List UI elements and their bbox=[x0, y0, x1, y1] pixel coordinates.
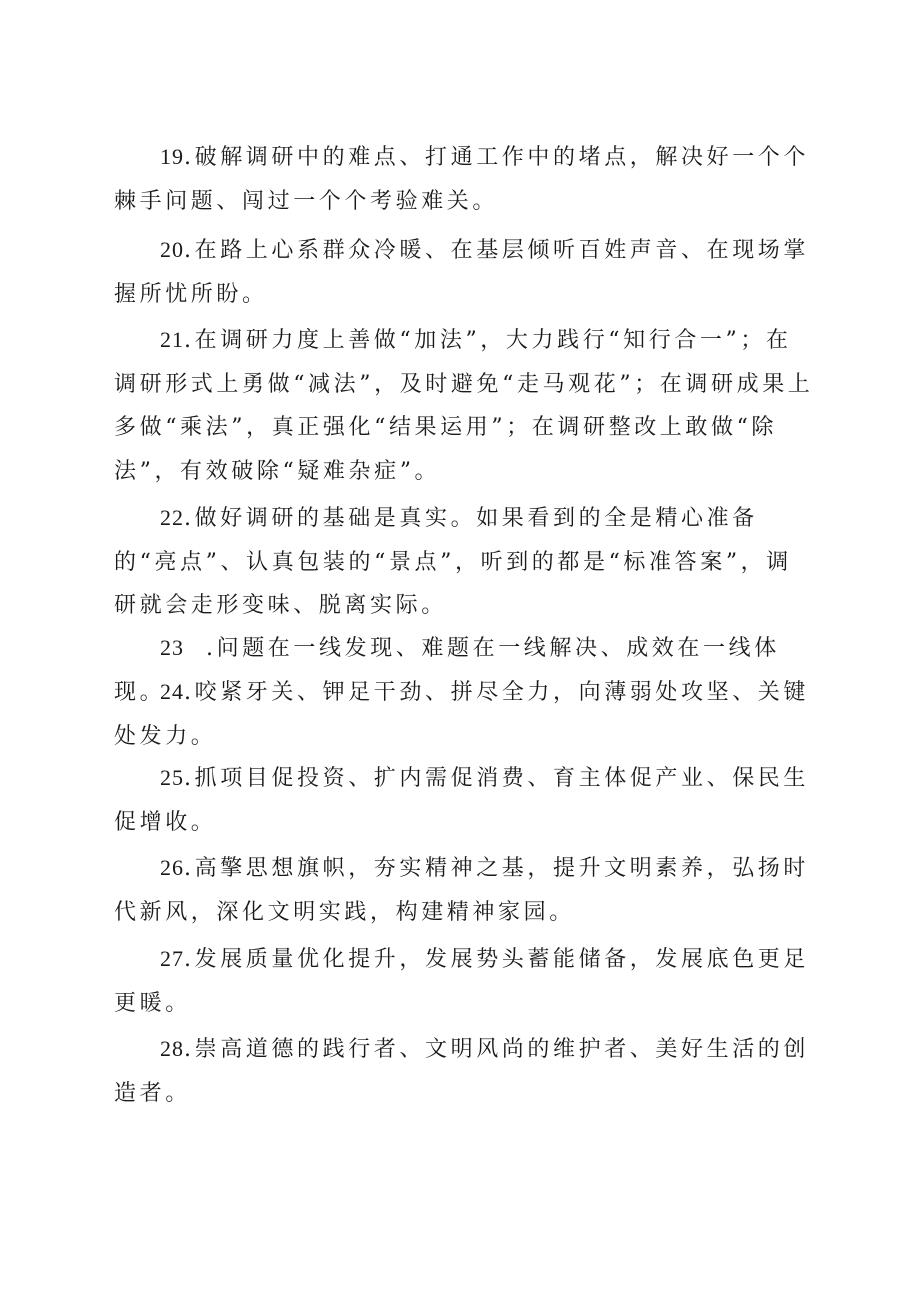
item-text: .咬紧牙关、钾足干劲、拼尽全力，向薄弱处攻坚、关键处发力。 bbox=[114, 680, 809, 749]
item-number: 27 bbox=[160, 946, 184, 971]
item-text: .崇高道德的践行者、文明风尚的维护者、美好生活的创造者。 bbox=[114, 1037, 809, 1106]
item-text: .在路上心系群众冷暖、在基层倾听百姓声音、在现场掌握所忧所盼。 bbox=[114, 238, 809, 307]
item-number: 20 bbox=[160, 237, 184, 262]
item-number: 25 bbox=[160, 765, 184, 790]
list-item-19 bbox=[114, 135, 814, 223]
item-number: 19 bbox=[160, 144, 184, 169]
item-number: 24 bbox=[160, 679, 184, 704]
item-text: .高擎思想旗帜，夯实精神之基，提升文明素养，弘扬时代新风，深化文明实践，构建精神家园。 bbox=[114, 856, 809, 925]
item-text: .做好调研的基础是真实。如果看到的全是精心准备的“亮点”、认真包装的“景点”，听到的都是“标准答案”，调研就会走形变味、脱离实际。 bbox=[114, 506, 792, 618]
item-text: .破解调研中的难点、打通工作中的堵点，解决好一个个棘手问题、闯过一个个考验难关。 bbox=[114, 145, 809, 214]
item-text: .发展质量优化提升，发展势头蓄能储备，发展底色更足更暖。 bbox=[114, 947, 809, 1016]
list-item-25 bbox=[114, 756, 814, 844]
list-item-28 bbox=[114, 1027, 814, 1115]
item-number: 21 bbox=[160, 327, 184, 352]
item-text: .抓项目促投资、扩内需促消费、育主体促产业、保民生促增收。 bbox=[114, 766, 809, 835]
list-item-24 bbox=[114, 670, 814, 758]
item-number: 28 bbox=[160, 1036, 184, 1061]
item-number: 22 bbox=[160, 505, 184, 530]
list-item-20 bbox=[114, 228, 814, 316]
list-item-26 bbox=[114, 846, 814, 934]
item-text: .在调研力度上善做“加法”，大力践行“知行合一”；在调研形式上勇做“减法”，及时避免“走马观花”；在调研成果上多做“乘法”，真正强化“结果运用”；在调研整改上敢做“除法”，有效破除“疑难杂症”。 bbox=[114, 328, 814, 484]
list-item-27 bbox=[114, 937, 814, 1025]
item-number: 23 bbox=[160, 635, 184, 660]
list-item-21 bbox=[114, 318, 814, 493]
item-text: .问题在一线发现、难题在一线解决、成效在一线体现。 bbox=[114, 636, 780, 705]
item-number: 26 bbox=[160, 855, 184, 880]
list-item-22 bbox=[114, 496, 814, 628]
